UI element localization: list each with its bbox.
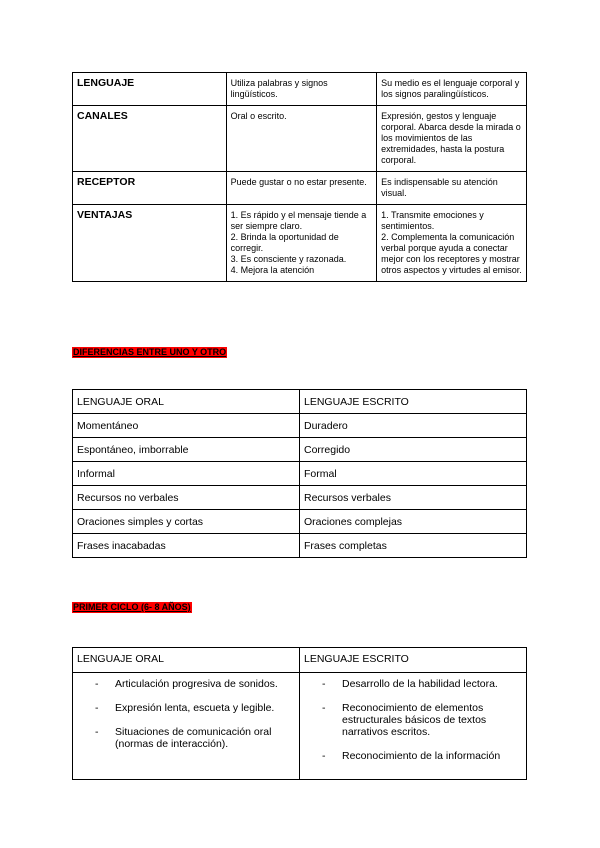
- dash-bullet: -: [322, 750, 326, 762]
- row-label: RECEPTOR: [73, 172, 227, 205]
- list-item: 1. Transmite emociones y sentimientos.: [381, 210, 484, 231]
- cell: Informal: [73, 462, 300, 486]
- cell: Formal: [300, 462, 527, 486]
- dash-bullet: -: [95, 702, 99, 714]
- cell: Utiliza palabras y signos lingüísticos.: [226, 73, 377, 106]
- list-item: 1. Es rápido y el mensaje tiende a ser siempre claro.: [230, 210, 367, 231]
- header-cell: LENGUAJE ESCRITO: [300, 390, 527, 414]
- list-item: - Reconocimiento de elementos estructurales básicos de textos narrativos escritos.: [322, 702, 487, 738]
- table-header-row: [73, 390, 527, 414]
- differences-table: [72, 389, 527, 558]
- cell: Momentáneo: [73, 414, 300, 438]
- list-item: 2. Complementa la comunicación verbal porque ayuda a conectar mejor con los receptores y mostrar otros aspectos y virtudes al emisor.: [381, 232, 522, 275]
- cell: Frases completas: [300, 534, 527, 558]
- table-row: [73, 172, 527, 205]
- cell: Expresión, gestos y lenguaje corporal. Abarca desde la mirada o los movimientos de las extremidades, hasta la postura corporal.: [377, 106, 527, 172]
- cell: [377, 205, 527, 282]
- table-row: [73, 510, 527, 534]
- list-item: - Situaciones de comunicación oral (normas de interacción).: [95, 726, 272, 750]
- header-cell: LENGUAJE ESCRITO: [300, 648, 527, 673]
- cell: Corregido: [300, 438, 527, 462]
- list-item: 2. Brinda la oportunidad de corregir.: [230, 232, 339, 253]
- cell: Es indispensable su atención visual.: [377, 172, 527, 205]
- dash-bullet: -: [322, 702, 326, 714]
- table-row: [73, 205, 527, 282]
- row-label: CANALES: [73, 106, 227, 172]
- cell: Recursos no verbales: [73, 486, 300, 510]
- row-label: VENTAJAS: [73, 205, 227, 282]
- cell: Oral o escrito.: [226, 106, 377, 172]
- list-item: 4. Mejora la atención: [230, 265, 315, 275]
- cell: Recursos verbales: [300, 486, 527, 510]
- table-row: [73, 673, 527, 780]
- list-item: - Expresión lenta, escueta y legible.: [95, 702, 275, 714]
- bullet-list: [77, 678, 295, 750]
- list-item: 3. Es consciente y razonada.: [230, 254, 347, 264]
- cell: Su medio es el lenguaje corporal y los signos paralingüísticos.: [377, 73, 527, 106]
- bullet-list: [304, 678, 522, 762]
- list-item: - Articulación progresiva de sonidos.: [95, 678, 278, 690]
- section-heading: PRIMER CICLO (6- 8 AÑOS): [73, 602, 191, 612]
- cycle-table: [72, 647, 527, 780]
- table-row: [73, 73, 527, 106]
- header-cell: LENGUAJE ORAL: [73, 648, 300, 673]
- table-row: [73, 534, 527, 558]
- dash-bullet: -: [95, 726, 99, 738]
- dash-bullet: -: [322, 678, 326, 690]
- cell: Frases inacabadas: [73, 534, 300, 558]
- cell: [300, 673, 527, 780]
- table-row: [73, 486, 527, 510]
- row-label: LENGUAJE: [73, 73, 227, 106]
- header-cell: LENGUAJE ORAL: [73, 390, 300, 414]
- list-item: - Desarrollo de la habilidad lectora.: [322, 678, 498, 690]
- dash-bullet: -: [95, 678, 99, 690]
- cell: Espontáneo, imborrable: [73, 438, 300, 462]
- cell: Puede gustar o no estar presente.: [226, 172, 377, 205]
- cell: Oraciones complejas: [300, 510, 527, 534]
- table-row: [73, 106, 527, 172]
- section-heading: DIFERENCIAS ENTRE UNO Y OTRO: [73, 347, 227, 357]
- list-item: - Reconocimiento de la información: [322, 750, 501, 762]
- cell: Duradero: [300, 414, 527, 438]
- comparison-table: [72, 72, 527, 282]
- cell: [226, 205, 377, 282]
- cell: [73, 673, 300, 780]
- cell: Oraciones simples y cortas: [73, 510, 300, 534]
- table-row: [73, 438, 527, 462]
- table-header-row: [73, 648, 527, 673]
- table-row: [73, 414, 527, 438]
- table-row: [73, 462, 527, 486]
